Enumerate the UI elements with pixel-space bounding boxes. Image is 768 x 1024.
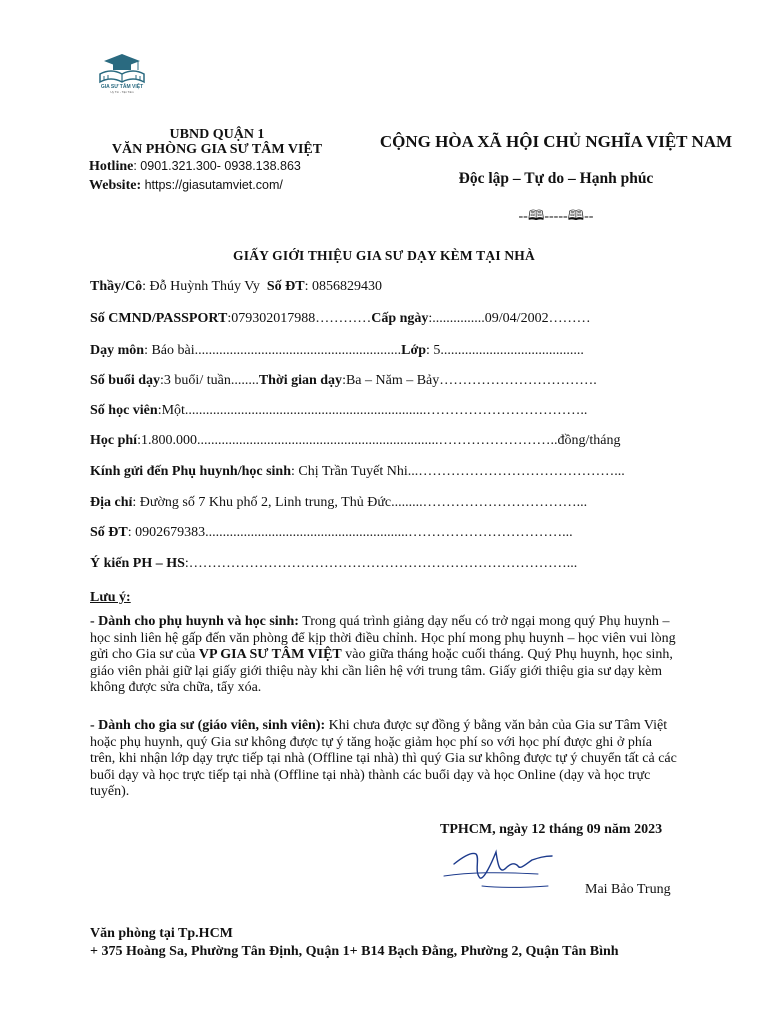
hotline-line <box>72 157 362 176</box>
note-tutors-text: Khi chưa được sự đồng ý bằng văn bản của Gia sư Tâm Việt hoặc phụ huynh, quý Gia sư không được tự ý tăng hoặc giảm học phí so với học phí được ghi ở phía trên, khi nhận lớp dạy trực tiếp tại nhà (Offline tại nhà) thì quý Gia sư không được tự ý chuyển tất cả các buổi dạy và học trực tiếp tại nhà (Offline tại nhà) thành các buổi dạy và học Online (dạy và học trực tuyến). <box>90 718 677 800</box>
notes-heading <box>90 590 131 606</box>
note-parents-lead: - Dành cho phụ huynh và học sinh: <box>90 614 299 629</box>
recipient-label: Kính gửi đến Phụ huynh/học sinh <box>90 464 291 479</box>
teacher-value: : Đỗ Huỳnh Thúy Vy <box>142 279 260 294</box>
fee-value: :1.800.000.....................................................................……………………..đồng/tháng <box>137 433 621 448</box>
subject-value: : Báo bài........................................................... <box>144 343 402 358</box>
id-value: :079302017988………… <box>227 311 372 326</box>
note-parents <box>90 614 680 697</box>
id-label: Số CMND/PASSPORT <box>90 311 228 326</box>
recipient-row <box>90 464 625 480</box>
fee-row <box>90 433 620 449</box>
national-title: CỘNG HÒA XÃ HỘI CHỦ NGHĨA VIỆT NAM <box>379 132 733 151</box>
office-heading: Văn phòng tại Tp.HCM <box>90 926 233 941</box>
note-parents-text-b: vào giữa tháng hoặc cuối tháng. Quý Phụ huynh, học sinh, giáo viên phải giữ lại giấy giới thiệu này khi cần liên hệ với trung tâm. Giấy giới thiệu gia sư dạy kèm không được sửa chữa, tẩy xóa. <box>90 647 673 696</box>
id-row <box>90 311 591 327</box>
note-parents-text-a: Trong quá trình giảng dạy nếu có trở ngại mong quý Phụ huynh – học sinh liên hệ gấp đến văn phòng để kịp thời điều chỉnh. Học phí mong phụ huynh – học viên vui lòng gửi cho Gia sư của <box>90 614 676 663</box>
national-motto: Độc lập – Tự do – Hạnh phúc <box>458 170 654 187</box>
issue-date-label: Cấp ngày <box>371 311 429 326</box>
students-row <box>90 403 587 419</box>
website-label: Website: <box>89 178 142 193</box>
sessions-row <box>90 373 597 389</box>
logo-text: GIA SƯ TÂM VIỆT <box>100 84 144 90</box>
fee-label: Học phí <box>90 433 138 448</box>
opinion-label: Ý kiến PH – HS <box>90 556 185 571</box>
phone-label: Số ĐT <box>266 279 305 294</box>
address-label: Địa chỉ <box>90 495 133 510</box>
hotline-value: : 0901.321.300- 0938.138.863 <box>133 159 301 173</box>
phone-value: : 0856829430 <box>304 279 382 294</box>
signer-name: Mai Bảo Trung <box>585 882 671 897</box>
students-value: :Một.....................................................................…………………………….. <box>157 403 588 418</box>
note-tutors <box>90 718 680 801</box>
recipient-value: : Chị Trần Tuyết Nhi...……………………………………... <box>291 464 625 479</box>
ornament-divider: --🕮-----🕮-- <box>518 209 594 224</box>
parent-phone-label: Số ĐT <box>90 525 128 540</box>
opinion-value: :………………………………………………………………………... <box>184 556 578 571</box>
opinion-row <box>90 556 577 572</box>
note-parents-office: VP GIA SƯ TÂM VIỆT <box>198 647 342 663</box>
office-name: VĂN PHÒNG GIA SƯ TÂM VIỆT <box>111 142 323 157</box>
hotline-label: Hotline <box>89 159 134 174</box>
logo-subtext: Uy Tín - Tận Tâm <box>110 90 134 94</box>
sessions-value: :3 buổi/ tuần........ <box>160 373 259 388</box>
students-label: Số học viên <box>90 403 158 418</box>
signature-icon <box>440 842 570 894</box>
address-value: : Đường số 7 Khu phố 2, Linh trung, Thủ Đức.........……………………………... <box>132 495 588 510</box>
sessions-label: Số buổi dạy <box>90 373 161 388</box>
time-value: :Ba – Năm – Bảy……………………………. <box>342 373 597 388</box>
address-row <box>90 495 587 511</box>
website-link[interactable]: https://giasutamviet.com/ <box>141 178 283 192</box>
notes-title: Lưu ý <box>90 590 127 605</box>
teacher-row <box>90 279 382 295</box>
parent-phone-value: : 0902679383..........................................................……………………………... <box>127 525 573 540</box>
subject-label: Dạy môn <box>90 343 145 358</box>
teacher-label: Thầy/Cô <box>90 279 143 294</box>
subject-row <box>90 343 584 359</box>
time-label: Thời gian dạy <box>258 373 343 388</box>
class-label: Lớp <box>401 343 426 358</box>
office-address: + 375 Hoàng Sa, Phường Tân Định, Quận 1+ B14 Bạch Đằng, Phường 2, Quận Tân Bình <box>90 944 619 959</box>
document-title: GIẤY GIỚI THIỆU GIA SƯ DẠY KÈM TẠI NHÀ <box>233 248 535 263</box>
class-value: : 5......................................... <box>426 343 584 358</box>
parent-phone-row <box>90 525 573 541</box>
website-line <box>72 176 362 195</box>
issuer-block <box>72 127 362 195</box>
note-tutors-lead: - Dành cho gia sư (giáo viên, sinh viên): <box>90 718 326 733</box>
district-name: UBND QUẬN 1 <box>169 127 265 142</box>
issue-date-value: :...............09/04/2002……… <box>428 311 591 326</box>
graduation-cap-book-icon <box>94 52 150 88</box>
issue-date-place: TPHCM, ngày 12 tháng 09 năm 2023 <box>440 822 663 837</box>
handwritten-signature <box>440 842 570 894</box>
notes-title-colon: : <box>126 590 131 605</box>
